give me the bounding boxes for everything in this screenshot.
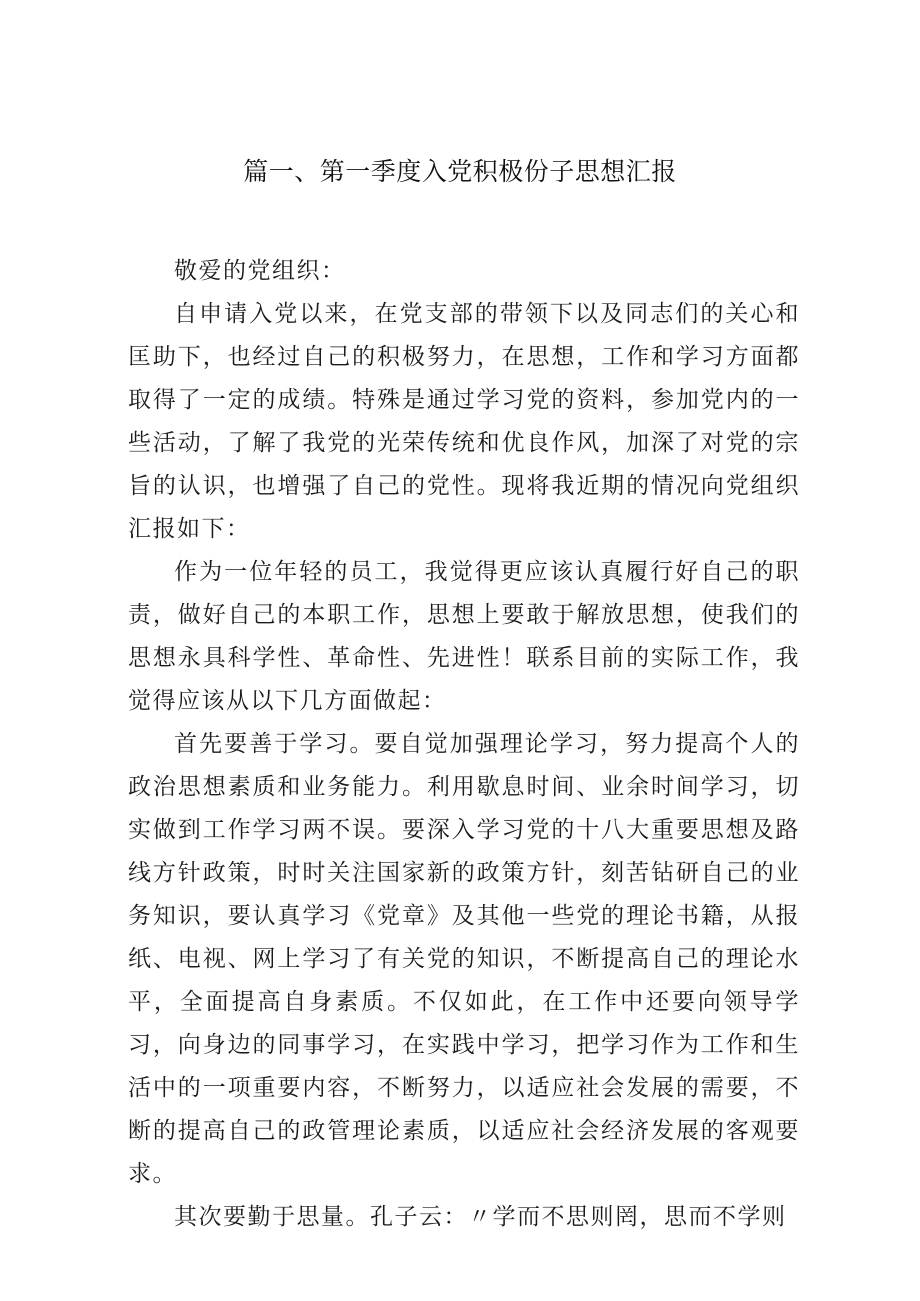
paragraph-intro: 自申请入党以来，在党支部的带领下以及同志们的关心和匡助下，也经过自己的积极努力，在思想，工作和学习方面都取得了一定的成绩。特殊是通过学习党的资料，参加党内的一些活动，了解了我党的光荣传统和优良作风，加深了对党的宗旨的认识，也增强了自己的党性。现将我近期的情况向党组织汇报如下： bbox=[128, 301, 800, 542]
paragraph-learning: 首先要善于学习。要自觉加强理论学习，努力提高个人的政治思想素质和业务能力。利用歇息时间、业余时间学习，切实做到工作学习两不误。要深入学习党的十八大重要思想及路线方针政策，时时关注国家新的政策方针，刻苦钻研自己的业务知识，要认真学习《党章》及其他一些党的理论书籍，从报纸、电视、网上学习了有关党的知识，不断提高自己的理论水平，全面提高自身素质。不仅如此，在工作中还要向领导学习，向身边的同事学习，在实践中学习，把学习作为工作和生活中的一项重要内容，不断努力，以适应社会发展的需要，不断的提高自己的政管理论素质，以适应社会经济发展的客观要求。 bbox=[128, 731, 800, 1187]
paragraph-role: 作为一位年轻的员工，我觉得更应该认真履行好自己的职责，做好自己的本职工作，思想上要敢于解放思想，使我们的思想永具科学性、革命性、先进性！联系目前的实际工作，我觉得应该从以下几方面做起： bbox=[128, 559, 800, 714]
document-body bbox=[128, 250, 800, 1239]
paragraph-thinking: 其次要勤于思量。孔子云：〃学而不思则罔，思而不学则 bbox=[174, 1204, 787, 1230]
salutation: 敬爱的党组织： bbox=[174, 258, 346, 284]
document-title: 篇一、第一季度入党积极份子思想汇报 bbox=[243, 157, 677, 186]
